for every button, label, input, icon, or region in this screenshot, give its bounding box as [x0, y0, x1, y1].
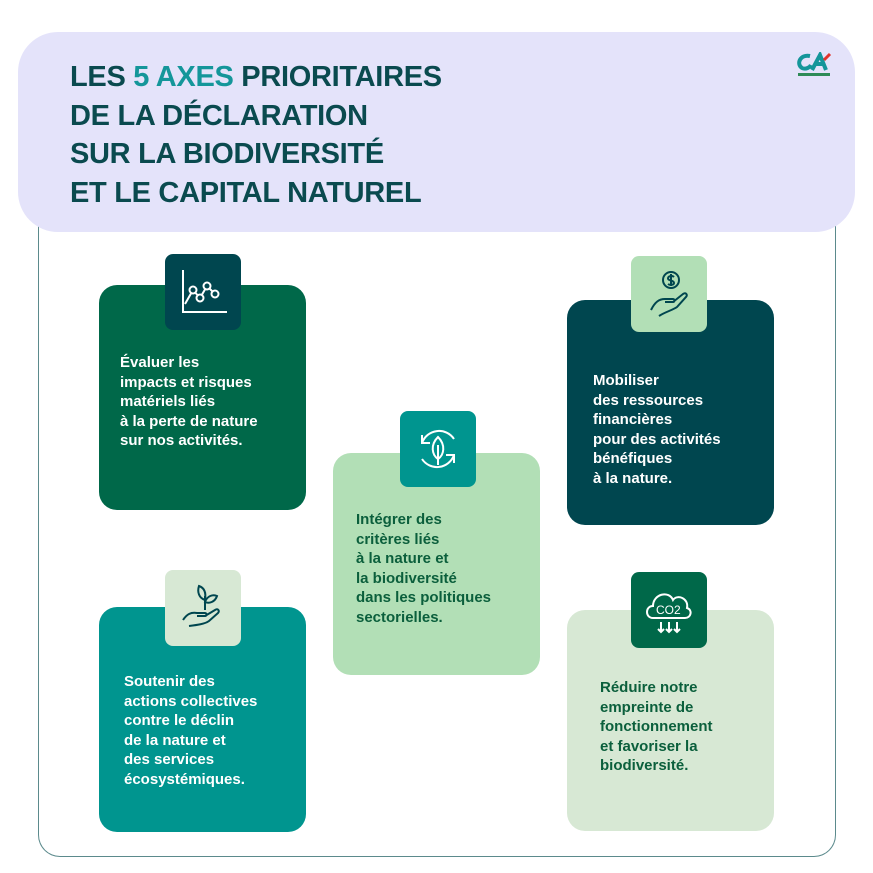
credit-agricole-logo [794, 52, 834, 78]
title-highlight: 5 AXES [133, 61, 234, 93]
chart-line-icon [165, 254, 241, 330]
hand-dollar-icon [631, 256, 707, 332]
axis-text-2: Intégrer des critères liés à la nature et la biodiversité dans les politiques sectorielles. [356, 511, 492, 626]
hand-plant-icon [165, 570, 241, 646]
axis-text-5: Réduire notre empreinte de fonctionnement et favoriser la biodiversité. [600, 679, 713, 774]
co2-label: CO2 [656, 603, 681, 617]
axis-text-3: Mobiliser des ressources financières pour des activités bénéfiques à la nature. [593, 372, 721, 487]
leaf-cycle-icon [400, 411, 476, 487]
axis-text-4: Soutenir des actions collectives contre le déclin de la nature et des services écosystémiques. [124, 673, 258, 788]
axis-text-1: Évaluer les impacts et risques matériels liés à la perte de nature sur nos activités. [120, 354, 258, 449]
co2-cloud-icon [631, 572, 707, 648]
page-title: LES 5 AXES PRIORITAIRES DE LA DÉCLARATION SUR LA BIODIVERSITÉ ET LE CAPITAL NATUREL [70, 61, 442, 209]
